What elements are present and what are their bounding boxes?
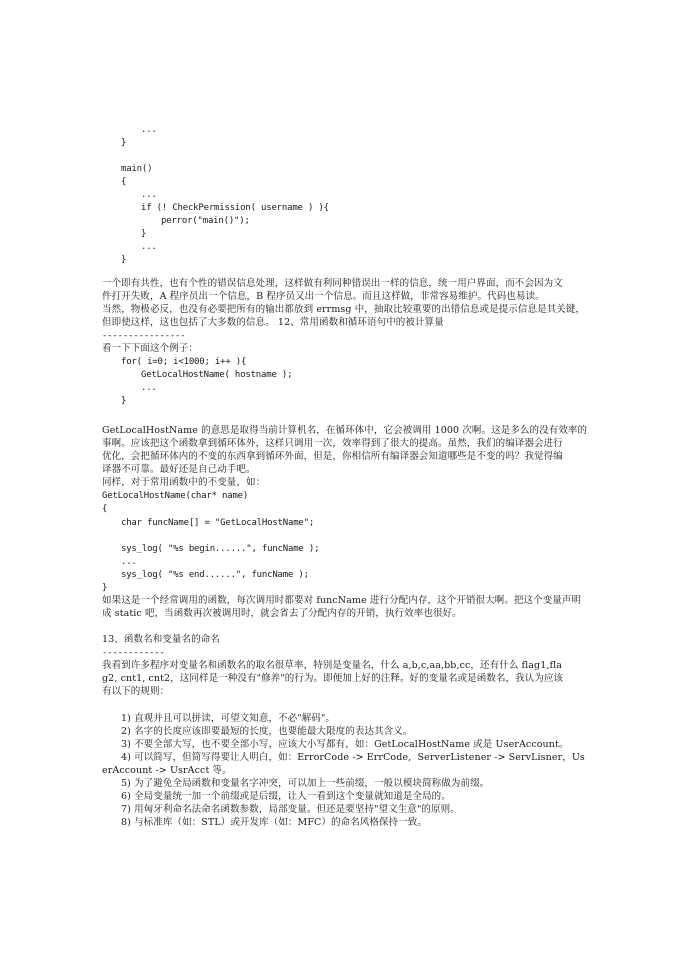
code-line: ... xyxy=(141,190,157,200)
list-item-continuation: erAccount -> UsrAcct 等。 xyxy=(102,765,232,776)
text-line: 成 static 吧，当函数再次被调用时，就会省去了分配内存的开销，执行效率也很好。 xyxy=(102,608,462,619)
code-line: main() xyxy=(121,164,153,174)
code-line: GetLocalHostName(char* name) xyxy=(102,491,249,501)
text-line: 优化，会把循环体内的不变的东西拿到循环外面，但是，你相信所有编译器会知道哪些是不变的吗？我觉得编 xyxy=(102,451,563,462)
code-line: { xyxy=(121,177,127,187)
text-line: 如果这是一个经常调用的函数，每次调用时都要对 funcName 进行分配内存，这个开销很大啊。把这个变量声明 xyxy=(102,595,582,606)
text-line: 有以下的规则： xyxy=(102,686,170,697)
list-item: 3) 不要全部大写，也不要全部小写，应该大小写都有，如：GetLocalHostName 或是 UserAccount。 xyxy=(121,739,569,750)
heading-underline: ---------------- xyxy=(102,331,186,341)
list-item: 5) 为了避免全局函数和变量名字冲突，可以加上一些前缀，一般以模块简称做为前缀。 xyxy=(121,778,490,789)
code-line: } xyxy=(121,255,127,265)
code-line: ... xyxy=(141,125,157,135)
code-line: } xyxy=(102,583,108,593)
text-line: g2, cnt1, cnt2，这同样是一种没有"修养"的行为。即便加上好的注释。好的变量名或是函数名，我认为应该 xyxy=(102,673,564,684)
list-item: 4) 可以简写，但简写得要让人明白，如：ErrorCode -> ErrCode, ServerListener -> ServLisner，Us xyxy=(121,752,585,763)
text-line: 译器不可靠。最好还是自己动手吧。 xyxy=(102,464,256,475)
code-line: if (! CheckPermission( username ) ){ xyxy=(141,203,329,213)
text-line: 看一下下面这个例子： xyxy=(102,343,199,354)
section-heading-12: 但即使这样，这也包括了大多数的信息。 12、常用函数和循环语句中的被计算量 xyxy=(102,317,444,328)
code-line: char funcName[] = "GetLocalHostName"; xyxy=(121,518,315,528)
code-line: for( i=0; i<1000; i++ ){ xyxy=(121,357,247,367)
code-line: ... xyxy=(121,557,137,567)
code-line: GetLocalHostName( hostname ); xyxy=(141,370,293,380)
code-line: { xyxy=(102,504,108,514)
code-line: sys_log( "%s begin......", funcName ); xyxy=(121,544,320,554)
list-item: 8) 与标准库（如：STL）或开发库（如：MFC）的命名风格保持一致。 xyxy=(121,817,428,828)
code-line: } xyxy=(121,396,127,406)
text-line: GetLocalHostName 的意思是取得当前计算机名，在循环体中，它会被调用 1000 次啊。这是多么的没有效率的 xyxy=(102,425,588,436)
code-line: } xyxy=(121,138,127,148)
text-line: 我看到许多程序对变量名和函数名的取名很草率，特别是变量名，什么 a,b,c,aa,bb,cc，还有什么 flag1,fla xyxy=(102,660,563,671)
text-line: 同样，对于常用函数中的不变量，如： xyxy=(102,477,266,488)
text-line: 件打开失败，A 程序员出一个信息，B 程序员又出一个信息。而且这样做，非常容易维护。代码也易读。 xyxy=(102,291,545,302)
section-heading-13: 13、函数名和变量名的命名 xyxy=(102,634,220,645)
text-line: 一个即有共性，也有个性的错误信息处理，这样做有利同种错误出一样的信息，统一用户界面，而不会因为文 xyxy=(102,278,563,289)
code-line: ... xyxy=(141,242,157,252)
code-line: perror("main()"); xyxy=(161,216,250,226)
code-line: } xyxy=(141,229,147,239)
list-item: 6) 全局变量统一加一个前缀或是后缀，让人一看到这个变量就知道是全局的。 xyxy=(121,791,451,802)
text-line: 事啊。应该把这个函数拿到循环体外，这样只调用一次，效率得到了很大的提高。虽然，我们的编译器会进行 xyxy=(102,438,563,449)
code-line: sys_log( "%s end......", funcName ); xyxy=(121,570,309,580)
list-item: 1) 直观并且可以拼读，可望文知意，不必"解码"。 xyxy=(121,713,336,724)
code-line: ... xyxy=(141,383,157,393)
text-line: 当然，物极必反，也没有必要把所有的输出都放到 errmsg 中，抽取比较重要的出错信息或是提示信息是其关键， xyxy=(102,304,586,315)
heading-underline: ------------ xyxy=(102,648,165,658)
list-item: 2) 名字的长度应该即要最短的长度，也要能最大限度的表达其含义。 xyxy=(121,726,413,737)
list-item: 7) 用匈牙利命名法命名函数参数，局部变量。但还是要坚持"望文生意"的原则。 xyxy=(121,804,460,815)
